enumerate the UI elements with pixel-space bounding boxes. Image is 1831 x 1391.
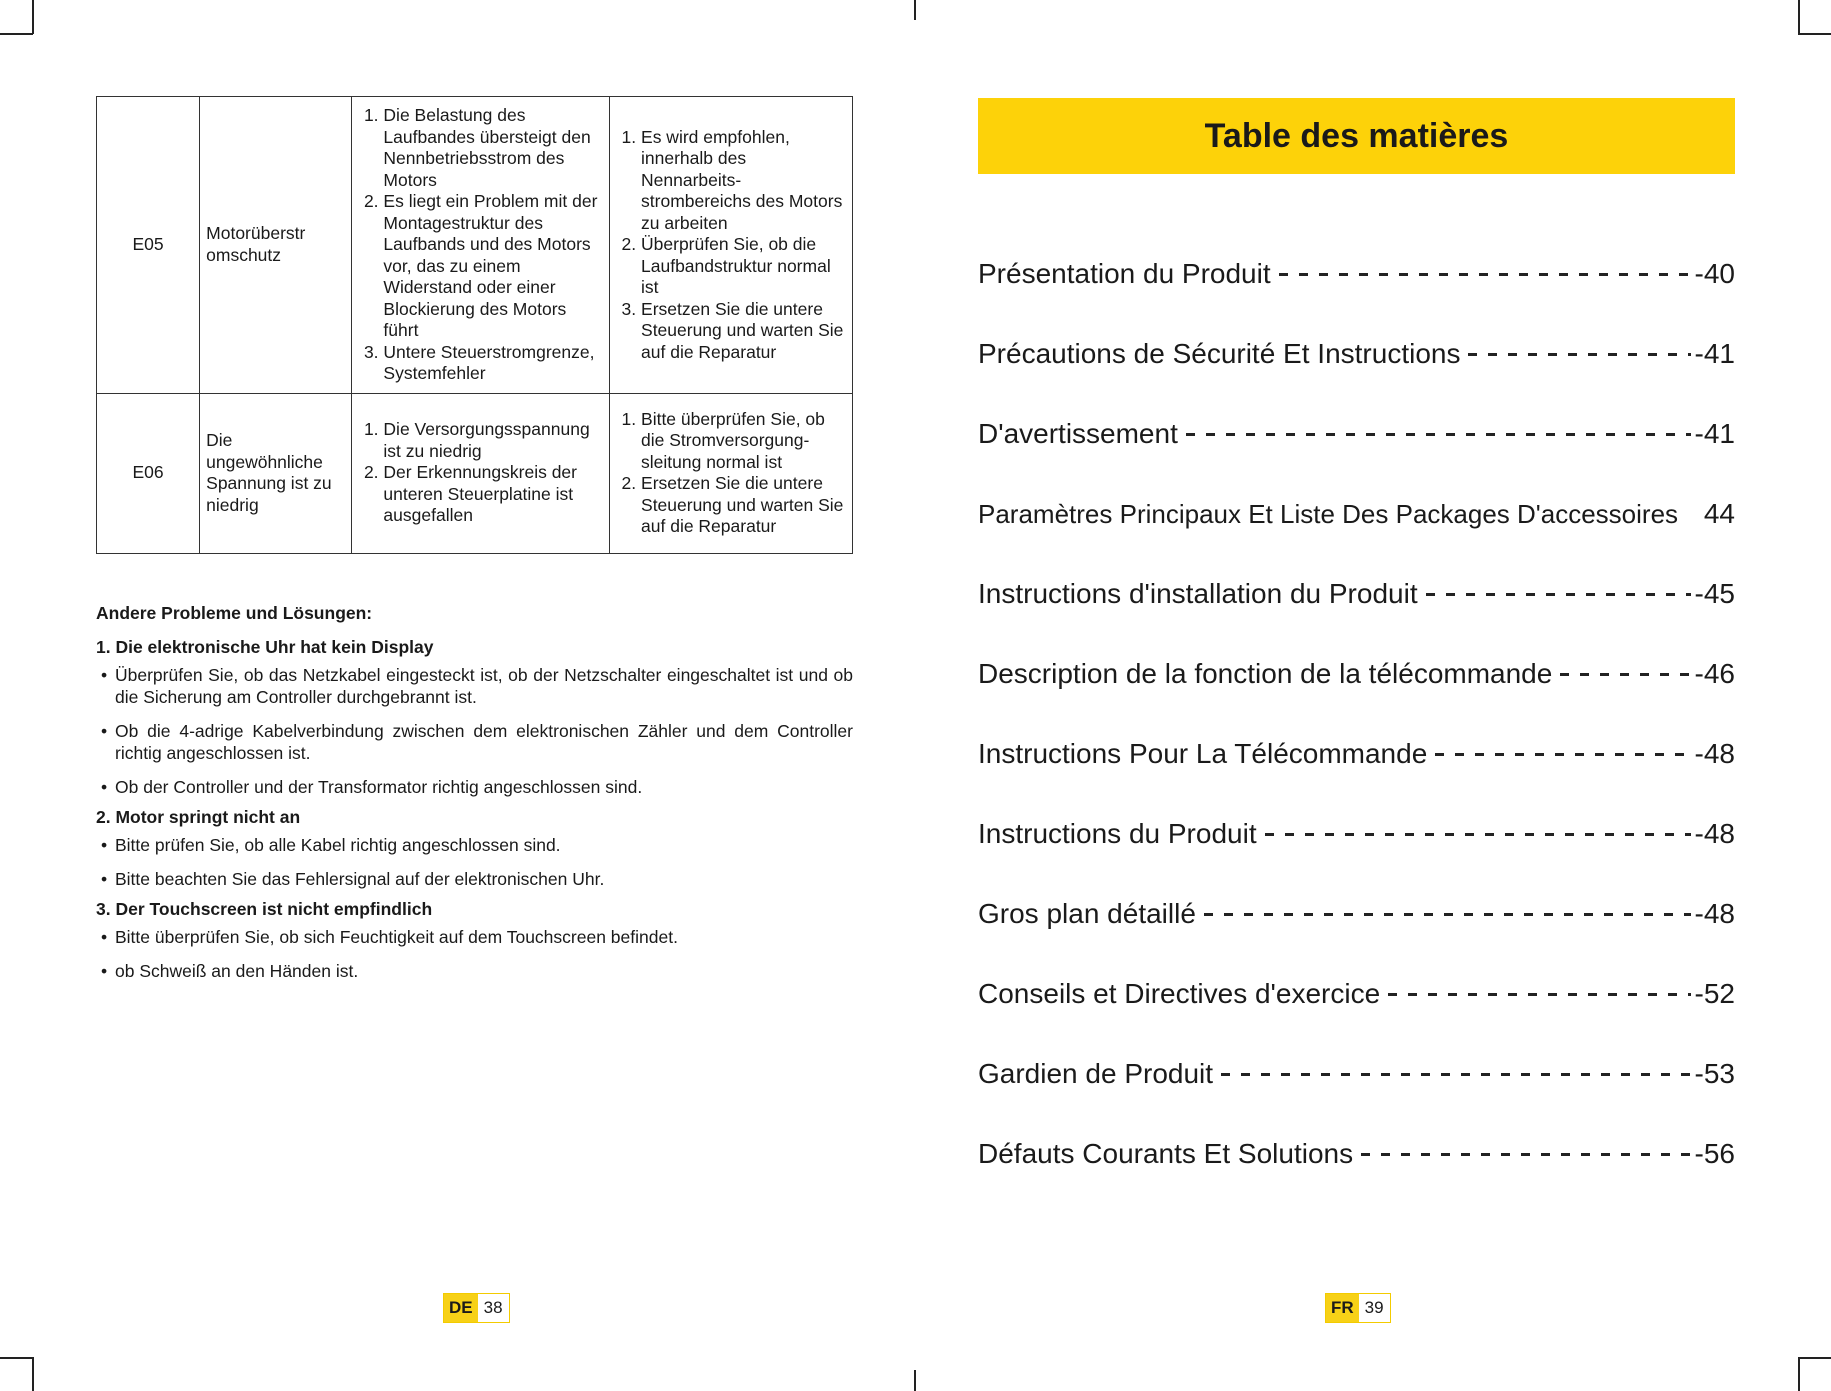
error-solutions	[610, 393, 853, 553]
bullet-icon: •	[101, 721, 108, 741]
toc-entry-page: -52	[1694, 978, 1735, 1009]
toc-entry-page: -56	[1694, 1138, 1735, 1169]
bullet-icon: •	[101, 777, 108, 797]
dot-leader	[1221, 1073, 1690, 1076]
bullet-text: Ob die 4-adrige Kabelverbindung zwischen dem elektronischen Zähler und dem Controller richtig angeschlossen ist.	[115, 721, 853, 763]
bullet-icon: •	[101, 927, 108, 947]
toc-entry[interactable]	[978, 494, 1735, 534]
toc-entry-title: Description de la fonction de la télécommande	[978, 658, 1553, 689]
toc-entry-title: Instructions Pour La Télécommande	[978, 738, 1428, 769]
solution-item: 2. Ersetzen Sie die untere Steuerung und warten Sie auf die Reparatur	[641, 473, 846, 538]
crop-mark	[1798, 1357, 1831, 1359]
toc-entry[interactable]	[978, 894, 1735, 934]
crop-mark	[1798, 0, 1800, 34]
table-row	[97, 97, 853, 394]
dot-leader	[1186, 433, 1691, 436]
language-code: FR	[1326, 1294, 1359, 1322]
toc-entry-page: -41	[1694, 418, 1735, 449]
bullet-icon: •	[101, 961, 108, 981]
toc-title: Table des matières	[1204, 116, 1509, 155]
section-heading: 1. Die elektronische Uhr hat kein Display	[96, 637, 434, 657]
toc-entry[interactable]	[978, 1054, 1735, 1094]
page-left-de	[0, 0, 915, 1391]
toc-entry-title: Instructions d'installation du Produit	[978, 578, 1418, 609]
dot-leader	[1435, 753, 1690, 756]
dot-leader	[1279, 273, 1691, 276]
bullet-text: ob Schweiß an den Händen ist.	[115, 961, 359, 981]
crop-mark	[1798, 1357, 1800, 1391]
cause-item: 2. Es liegt ein Problem mit der Montagestruktur des Laufbands und des Motors vor, das zu einem Widerstand oder einer Blockierung des Motors führt	[383, 191, 603, 342]
list-item	[96, 960, 853, 982]
solution-item: 3. Ersetzen Sie die untere Steuerung und warten Sie auf die Reparatur	[641, 299, 846, 364]
page-number-badge	[1325, 1293, 1391, 1323]
toc-entry-page: -48	[1694, 898, 1735, 929]
toc-entry-title: Précautions de Sécurité Et Instructions	[978, 338, 1461, 369]
toc-entry-page: -40	[1694, 258, 1735, 289]
toc-entry-page: -45	[1694, 578, 1735, 609]
toc-entry-page: 44	[1703, 498, 1735, 529]
toc-entry-title: Conseils et Directives d'exercice	[978, 978, 1381, 1009]
section-heading: 3. Der Touchscreen ist nicht empfindlich	[96, 899, 433, 919]
toc-entry[interactable]	[978, 734, 1735, 774]
troubleshooting-section	[96, 596, 853, 994]
toc-entry-title: Gros plan détaillé	[978, 898, 1196, 929]
toc-entry-title: Instructions du Produit	[978, 818, 1257, 849]
toc-entry-title: Paramètres Principaux Et Liste Des Packages D'accessoires	[978, 498, 1679, 529]
list-item	[96, 776, 853, 798]
table-row	[97, 393, 853, 553]
toc-entry-title: Gardien de Produit	[978, 1058, 1214, 1089]
list-item	[96, 868, 853, 890]
toc-entry[interactable]	[978, 574, 1735, 614]
error-solutions	[610, 97, 853, 394]
toc-entry[interactable]	[978, 1134, 1735, 1174]
toc-entry[interactable]	[978, 974, 1735, 1014]
page-number: 38	[478, 1294, 509, 1322]
list-item	[96, 664, 853, 708]
toc-entry-title: D'avertissement	[978, 418, 1178, 449]
dot-leader	[1265, 833, 1691, 836]
toc-entry-title: Présentation du Produit	[978, 258, 1271, 289]
toc-entry-title: Défauts Courants Et Solutions	[978, 1138, 1354, 1169]
cause-item: 3. Untere Steuerstromgrenze, Systemfehler	[383, 342, 603, 385]
toc-entry-page: -48	[1694, 818, 1735, 849]
section-heading: 2. Motor springt nicht an	[96, 807, 301, 827]
cause-item: 1. Die Versorgungsspannung ist zu niedrig	[383, 419, 603, 462]
dot-leader	[1361, 1153, 1690, 1156]
bullet-text: Bitte beachten Sie das Fehlersignal auf der elektronischen Uhr.	[115, 869, 605, 889]
dot-leader	[1560, 673, 1690, 676]
dot-leader	[1468, 353, 1690, 356]
toc-entry-page: -48	[1694, 738, 1735, 769]
dot-leader	[1204, 913, 1691, 916]
bullet-text: Ob der Controller und der Transformator richtig angeschlossen sind.	[115, 777, 643, 797]
toc-entry-page: -41	[1694, 338, 1735, 369]
other-problems-heading: Andere Probleme und Lösungen:	[96, 603, 373, 623]
toc-entry[interactable]	[978, 254, 1735, 294]
bullet-text: Bitte prüfen Sie, ob alle Kabel richtig angeschlossen sind.	[115, 835, 561, 855]
crop-mark	[1798, 33, 1831, 35]
list-item	[96, 926, 853, 948]
bullet-text: Überprüfen Sie, ob das Netzkabel eingesteckt ist, ob der Netzschalter eingeschaltet ist und ob die Sicherung am Controller durchgebrannt ist.	[115, 665, 853, 707]
error-name: Die ungewöhnliche Spannung ist zu niedrig	[200, 393, 352, 553]
list-item	[96, 720, 853, 764]
toc-entry[interactable]	[978, 814, 1735, 854]
solution-item: 2. Überprüfen Sie, ob die Laufbandstruktur normal ist	[641, 234, 846, 299]
dot-leader	[1426, 593, 1691, 596]
error-name: Motorüberstr omschutz	[200, 97, 352, 394]
toc-entry[interactable]	[978, 334, 1735, 374]
toc-entry-page: -53	[1694, 1058, 1735, 1089]
toc-entry[interactable]	[978, 654, 1735, 694]
toc-entry-page: -46	[1694, 658, 1735, 689]
solution-item: 1. Es wird empfohlen, innerhalb des Nennarbeits- strombereichs des Motors zu arbeiten	[641, 127, 846, 235]
cause-item: 2. Der Erkennungskreis der unteren Steuerplatine ist ausgefallen	[383, 462, 603, 527]
error-code-table	[96, 96, 853, 554]
toc-entry[interactable]	[978, 414, 1735, 454]
page-number: 39	[1359, 1294, 1390, 1322]
bullet-icon: •	[101, 665, 108, 685]
bullet-icon: •	[101, 869, 108, 889]
toc-title-banner	[978, 98, 1735, 174]
solution-item: 1. Bitte überprüfen Sie, ob die Stromversorgung- sleitung normal ist	[641, 409, 846, 474]
error-causes	[352, 393, 610, 553]
dot-leader	[1388, 993, 1690, 996]
list-item	[96, 834, 853, 856]
error-code: E05	[97, 97, 200, 394]
error-code: E06	[97, 393, 200, 553]
bullet-icon: •	[101, 835, 108, 855]
cause-item: 1. Die Belastung des Laufbandes übersteigt den Nennbetriebsstrom des Motors	[383, 105, 603, 191]
error-causes	[352, 97, 610, 394]
bullet-text: Bitte überprüfen Sie, ob sich Feuchtigkeit auf dem Touchscreen befindet.	[115, 927, 678, 947]
language-code: DE	[444, 1294, 478, 1322]
page-number-badge	[443, 1293, 510, 1323]
